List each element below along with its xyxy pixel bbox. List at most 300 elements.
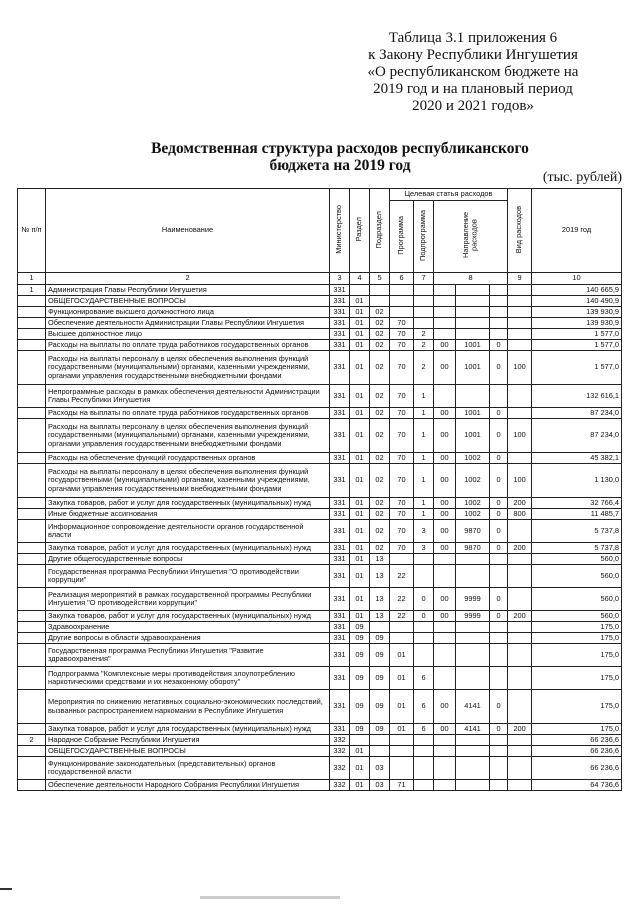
column-number: 9 <box>508 273 532 285</box>
row-subsection: 02 <box>370 307 390 318</box>
row-subprogram <box>414 622 434 633</box>
row-direction-2 <box>456 622 490 633</box>
row-ministry: 331 <box>330 690 350 724</box>
row-number <box>18 611 46 622</box>
row-direction-1 <box>434 746 456 757</box>
column-number: 3 <box>330 273 350 285</box>
row-amount: 140 490,9 <box>532 296 622 307</box>
row-number <box>18 329 46 340</box>
row-direction-1 <box>434 554 456 565</box>
scan-smudge <box>200 896 340 899</box>
appendix-line: Таблица 3.1 приложения 6 <box>388 30 558 46</box>
row-section: 01 <box>350 780 370 791</box>
table-row <box>18 385 622 408</box>
row-subsection: 02 <box>370 498 390 509</box>
row-direction-3 <box>490 296 508 307</box>
row-program: 70 <box>390 385 414 408</box>
row-subsection: 09 <box>370 644 390 667</box>
row-ministry: 331 <box>330 565 350 588</box>
row-program: 70 <box>390 453 414 464</box>
row-program: 71 <box>390 780 414 791</box>
row-amount: 175,0 <box>532 644 622 667</box>
row-direction-2: 4141 <box>456 724 490 735</box>
row-section: 01 <box>350 419 370 453</box>
row-direction-3 <box>490 780 508 791</box>
row-direction-1: 00 <box>434 351 456 385</box>
row-program: 01 <box>390 667 414 690</box>
row-direction-3: 0 <box>490 724 508 735</box>
row-expense-type: 200 <box>508 543 532 554</box>
row-number <box>18 554 46 565</box>
row-ministry: 331 <box>330 644 350 667</box>
row-direction-3 <box>490 307 508 318</box>
row-amount: 5 737,8 <box>532 543 622 554</box>
row-expense-type: 100 <box>508 464 532 498</box>
row-name: Расходы на выплаты по оплате труда работников государственных органов <box>46 408 330 419</box>
row-direction-2: 1001 <box>456 340 490 351</box>
table-row <box>18 690 622 724</box>
row-direction-2 <box>456 565 490 588</box>
column-number: 10 <box>532 273 622 285</box>
row-ministry: 331 <box>330 329 350 340</box>
header-expense-type <box>508 189 532 273</box>
row-number <box>18 307 46 318</box>
row-direction-2 <box>456 780 490 791</box>
row-program: 22 <box>390 565 414 588</box>
row-section: 01 <box>350 554 370 565</box>
row-program: 70 <box>390 464 414 498</box>
row-name: Закупка товаров, работ и услуг для государственных (муниципальных) нужд <box>46 498 330 509</box>
row-subsection <box>370 622 390 633</box>
row-name: Высшее должностное лицо <box>46 329 330 340</box>
row-direction-2: 1001 <box>456 351 490 385</box>
table-row <box>18 543 622 554</box>
row-expense-type <box>508 296 532 307</box>
row-direction-1: 00 <box>434 690 456 724</box>
row-amount: 11 485,7 <box>532 509 622 520</box>
row-amount: 1 577,0 <box>532 351 622 385</box>
row-subprogram: 6 <box>414 667 434 690</box>
row-subprogram: 6 <box>414 724 434 735</box>
row-name: Расходы на выплаты по оплате труда работников государственных органов <box>46 340 330 351</box>
row-expense-type <box>508 554 532 565</box>
row-direction-1: 00 <box>434 509 456 520</box>
row-program <box>390 633 414 644</box>
appendix-line: 2019 год и на плановый период <box>373 81 573 97</box>
row-program <box>390 622 414 633</box>
page-edge-mark <box>0 888 12 890</box>
row-direction-3 <box>490 633 508 644</box>
row-ministry: 331 <box>330 318 350 329</box>
row-name: Здравоохранение <box>46 622 330 633</box>
column-number: 7 <box>414 273 434 285</box>
row-direction-3: 0 <box>490 543 508 554</box>
table-row <box>18 464 622 498</box>
row-amount: 560,0 <box>532 611 622 622</box>
column-number: 5 <box>370 273 390 285</box>
table-row <box>18 780 622 791</box>
table-row <box>18 588 622 611</box>
row-ministry: 331 <box>330 520 350 543</box>
row-section: 01 <box>350 498 370 509</box>
row-expense-type: 100 <box>508 419 532 453</box>
row-section: 09 <box>350 633 370 644</box>
row-amount: 64 736,6 <box>532 780 622 791</box>
row-expense-type <box>508 757 532 780</box>
table-row <box>18 746 622 757</box>
row-subsection: 02 <box>370 520 390 543</box>
row-name: Расходы на обеспечение функций государственных органов <box>46 453 330 464</box>
row-name: Расходы на выплаты персоналу в целях обеспечения выполнения функций государственными (муниципальными) органами, казенными учреждениями, органами управления государственными внебюджетными фондами <box>46 351 330 385</box>
table-row <box>18 509 622 520</box>
header-ministry-label: Министерство <box>334 204 344 254</box>
row-subprogram <box>414 554 434 565</box>
row-subprogram: 3 <box>414 543 434 554</box>
row-program: 22 <box>390 588 414 611</box>
row-subprogram: 0 <box>414 611 434 622</box>
row-number <box>18 565 46 588</box>
row-program <box>390 757 414 780</box>
header-subprogram <box>414 201 434 273</box>
row-name: Мероприятия по снижению негативных социально-экономических последствий, вызванных распространением наркомании в Республике Ингушетия <box>46 690 330 724</box>
row-section <box>350 735 370 746</box>
row-number <box>18 351 46 385</box>
row-direction-1: 00 <box>434 543 456 554</box>
row-subsection: 02 <box>370 464 390 498</box>
row-direction-2: 4141 <box>456 690 490 724</box>
row-direction-2 <box>456 633 490 644</box>
row-number <box>18 633 46 644</box>
row-direction-1: 00 <box>434 340 456 351</box>
row-program <box>390 554 414 565</box>
table-body <box>18 285 622 791</box>
row-direction-3 <box>490 735 508 746</box>
row-direction-2 <box>456 385 490 408</box>
row-number <box>18 464 46 498</box>
row-section: 01 <box>350 385 370 408</box>
row-subsection: 02 <box>370 340 390 351</box>
row-expense-type <box>508 746 532 757</box>
row-section: 01 <box>350 464 370 498</box>
appendix-line: 2020 и 2021 годов» <box>412 98 534 114</box>
header-program-label: Программа <box>396 215 406 255</box>
row-number <box>18 757 46 780</box>
row-expense-type <box>508 285 532 296</box>
row-ministry: 331 <box>330 724 350 735</box>
header-subsection-label: Подраздел <box>374 210 384 249</box>
row-name: ОБЩЕГОСУДАРСТВЕННЫЕ ВОПРОСЫ <box>46 296 330 307</box>
row-direction-2: 9999 <box>456 588 490 611</box>
table-header <box>18 189 622 285</box>
row-ministry: 331 <box>330 498 350 509</box>
table-row <box>18 329 622 340</box>
row-direction-2: 9870 <box>456 520 490 543</box>
row-section: 09 <box>350 644 370 667</box>
row-amount: 1 130,0 <box>532 464 622 498</box>
row-ministry: 331 <box>330 340 350 351</box>
row-program: 22 <box>390 611 414 622</box>
row-name: ОБЩЕГОСУДАРСТВЕННЫЕ ВОПРОСЫ <box>46 746 330 757</box>
row-direction-2: 1002 <box>456 453 490 464</box>
row-subsection: 13 <box>370 554 390 565</box>
row-number <box>18 622 46 633</box>
row-direction-3: 0 <box>490 453 508 464</box>
row-subsection: 13 <box>370 611 390 622</box>
header-target-group: Целевая статья расходов <box>390 189 508 201</box>
row-subprogram: 0 <box>414 588 434 611</box>
row-section: 09 <box>350 724 370 735</box>
row-subprogram <box>414 644 434 667</box>
row-ministry: 331 <box>330 622 350 633</box>
row-amount: 560,0 <box>532 554 622 565</box>
row-section: 01 <box>350 757 370 780</box>
row-number <box>18 543 46 554</box>
row-amount: 139 930,9 <box>532 307 622 318</box>
row-amount: 175,0 <box>532 667 622 690</box>
row-subsection: 02 <box>370 543 390 554</box>
row-section: 01 <box>350 453 370 464</box>
row-name: Народное Собрание Республики Ингушетия <box>46 735 330 746</box>
row-ministry: 331 <box>330 351 350 385</box>
row-program: 01 <box>390 690 414 724</box>
row-subsection <box>370 285 390 296</box>
row-direction-1 <box>434 329 456 340</box>
row-section: 01 <box>350 307 370 318</box>
row-section <box>350 285 370 296</box>
table-row <box>18 408 622 419</box>
table-row <box>18 340 622 351</box>
row-direction-3 <box>490 757 508 780</box>
row-number <box>18 385 46 408</box>
row-direction-3 <box>490 318 508 329</box>
appendix-header <box>358 30 588 115</box>
row-direction-1 <box>434 757 456 780</box>
row-expense-type <box>508 453 532 464</box>
row-direction-3: 0 <box>490 340 508 351</box>
row-direction-3: 0 <box>490 611 508 622</box>
row-direction-2 <box>456 285 490 296</box>
column-number: 6 <box>390 273 414 285</box>
row-ministry: 332 <box>330 735 350 746</box>
row-program: 70 <box>390 351 414 385</box>
row-ministry: 331 <box>330 453 350 464</box>
row-ministry: 331 <box>330 554 350 565</box>
row-amount: 175,0 <box>532 633 622 644</box>
row-number <box>18 453 46 464</box>
header-num: № п/п <box>18 189 46 273</box>
column-number: 4 <box>350 273 370 285</box>
header-expense-type-label: Вид расходов <box>514 205 524 253</box>
row-expense-type: 200 <box>508 498 532 509</box>
appendix-line: к Закону Республики Ингушетия <box>368 47 578 63</box>
row-subsection: 02 <box>370 351 390 385</box>
row-subsection: 02 <box>370 385 390 408</box>
row-amount: 87 234,0 <box>532 408 622 419</box>
row-direction-3 <box>490 285 508 296</box>
row-direction-2: 1002 <box>456 498 490 509</box>
row-direction-3: 0 <box>490 408 508 419</box>
row-direction-2: 1002 <box>456 464 490 498</box>
row-direction-3: 0 <box>490 464 508 498</box>
table-row <box>18 565 622 588</box>
row-direction-3 <box>490 565 508 588</box>
row-subprogram <box>414 757 434 780</box>
row-expense-type <box>508 690 532 724</box>
row-direction-3 <box>490 667 508 690</box>
row-ministry: 331 <box>330 464 350 498</box>
row-subsection: 09 <box>370 667 390 690</box>
row-subsection: 13 <box>370 588 390 611</box>
row-number <box>18 644 46 667</box>
row-amount: 175,0 <box>532 622 622 633</box>
row-name: Государственная программа Республики Ингушетия "О противодействии коррупции" <box>46 565 330 588</box>
row-subprogram <box>414 285 434 296</box>
row-number: 2 <box>18 735 46 746</box>
row-section: 01 <box>350 329 370 340</box>
row-subprogram: 2 <box>414 351 434 385</box>
table-row <box>18 735 622 746</box>
row-expense-type: 100 <box>508 351 532 385</box>
column-number: 8 <box>434 273 508 285</box>
row-direction-3 <box>490 622 508 633</box>
row-number <box>18 780 46 791</box>
row-direction-2 <box>456 554 490 565</box>
row-direction-2: 1001 <box>456 408 490 419</box>
row-direction-3: 0 <box>490 419 508 453</box>
row-direction-3 <box>490 385 508 408</box>
row-direction-1 <box>434 667 456 690</box>
row-number <box>18 746 46 757</box>
row-subsection: 02 <box>370 329 390 340</box>
row-subprogram: 3 <box>414 520 434 543</box>
row-direction-1 <box>434 565 456 588</box>
row-direction-3: 0 <box>490 520 508 543</box>
row-program: 70 <box>390 498 414 509</box>
row-expense-type <box>508 318 532 329</box>
row-number <box>18 296 46 307</box>
row-program: 01 <box>390 724 414 735</box>
row-ministry: 331 <box>330 385 350 408</box>
row-direction-1 <box>434 780 456 791</box>
row-subprogram <box>414 780 434 791</box>
row-program: 01 <box>390 644 414 667</box>
row-number <box>18 419 46 453</box>
header-year: 2019 год <box>532 189 622 273</box>
row-direction-1: 00 <box>434 464 456 498</box>
row-section: 09 <box>350 667 370 690</box>
row-expense-type <box>508 307 532 318</box>
row-direction-2: 1001 <box>456 419 490 453</box>
row-section: 01 <box>350 408 370 419</box>
row-amount: 45 382,1 <box>532 453 622 464</box>
row-subprogram: 2 <box>414 329 434 340</box>
row-name: Непрограммные расходы в рамках обеспечения деятельности Администрации Главы Республики Ингушетия <box>46 385 330 408</box>
row-expense-type <box>508 735 532 746</box>
row-name: Администрация Главы Республики Ингушетия <box>46 285 330 296</box>
row-direction-2 <box>456 735 490 746</box>
row-direction-2 <box>456 296 490 307</box>
row-section: 01 <box>350 565 370 588</box>
document-title-line2: бюджета на 2019 год <box>269 157 411 174</box>
row-expense-type <box>508 633 532 644</box>
row-subprogram <box>414 296 434 307</box>
header-direction-label: Направление расходов <box>461 212 479 259</box>
row-direction-3 <box>490 746 508 757</box>
row-name: Закупка товаров, работ и услуг для государственных (муниципальных) нужд <box>46 724 330 735</box>
row-amount: 560,0 <box>532 588 622 611</box>
row-program <box>390 307 414 318</box>
row-direction-1: 00 <box>434 724 456 735</box>
row-amount: 66 236,6 <box>532 757 622 780</box>
row-subprogram: 1 <box>414 464 434 498</box>
header-direction <box>434 201 508 273</box>
table-row <box>18 419 622 453</box>
table-row <box>18 285 622 296</box>
row-direction-1: 00 <box>434 611 456 622</box>
table-row <box>18 644 622 667</box>
row-direction-1: 00 <box>434 419 456 453</box>
row-number <box>18 509 46 520</box>
row-expense-type: 200 <box>508 611 532 622</box>
header-program <box>390 201 414 273</box>
row-ministry: 331 <box>330 408 350 419</box>
header-ministry <box>330 189 350 273</box>
row-ministry: 331 <box>330 307 350 318</box>
row-direction-1 <box>434 622 456 633</box>
table-row <box>18 296 622 307</box>
row-direction-1: 00 <box>434 408 456 419</box>
table-row <box>18 611 622 622</box>
row-program <box>390 746 414 757</box>
table-row <box>18 724 622 735</box>
row-expense-type <box>508 385 532 408</box>
row-number: 1 <box>18 285 46 296</box>
row-ministry: 331 <box>330 509 350 520</box>
table-row <box>18 667 622 690</box>
expense-table <box>17 188 622 791</box>
row-direction-1: 00 <box>434 453 456 464</box>
row-number <box>18 318 46 329</box>
row-expense-type <box>508 588 532 611</box>
row-subprogram: 1 <box>414 419 434 453</box>
row-direction-2 <box>456 644 490 667</box>
row-subprogram: 1 <box>414 453 434 464</box>
row-name: Другие общегосударственные вопросы <box>46 554 330 565</box>
row-name: Иные бюджетные ассигнования <box>46 509 330 520</box>
row-name: Государственная программа Республики Ингушетия "Развитие здравоохранения" <box>46 644 330 667</box>
row-amount: 1 577,0 <box>532 340 622 351</box>
row-direction-2 <box>456 746 490 757</box>
row-subsection <box>370 735 390 746</box>
row-direction-2 <box>456 318 490 329</box>
row-expense-type <box>508 565 532 588</box>
row-section: 01 <box>350 340 370 351</box>
row-ministry: 331 <box>330 588 350 611</box>
row-ministry: 331 <box>330 296 350 307</box>
row-section: 09 <box>350 690 370 724</box>
row-amount: 66 236,6 <box>532 746 622 757</box>
row-direction-2: 9999 <box>456 611 490 622</box>
row-subsection: 03 <box>370 780 390 791</box>
row-number <box>18 588 46 611</box>
row-subprogram: 1 <box>414 509 434 520</box>
row-amount: 175,0 <box>532 724 622 735</box>
row-direction-1 <box>434 644 456 667</box>
row-number <box>18 498 46 509</box>
row-section: 01 <box>350 588 370 611</box>
row-section: 01 <box>350 296 370 307</box>
row-ministry: 332 <box>330 757 350 780</box>
